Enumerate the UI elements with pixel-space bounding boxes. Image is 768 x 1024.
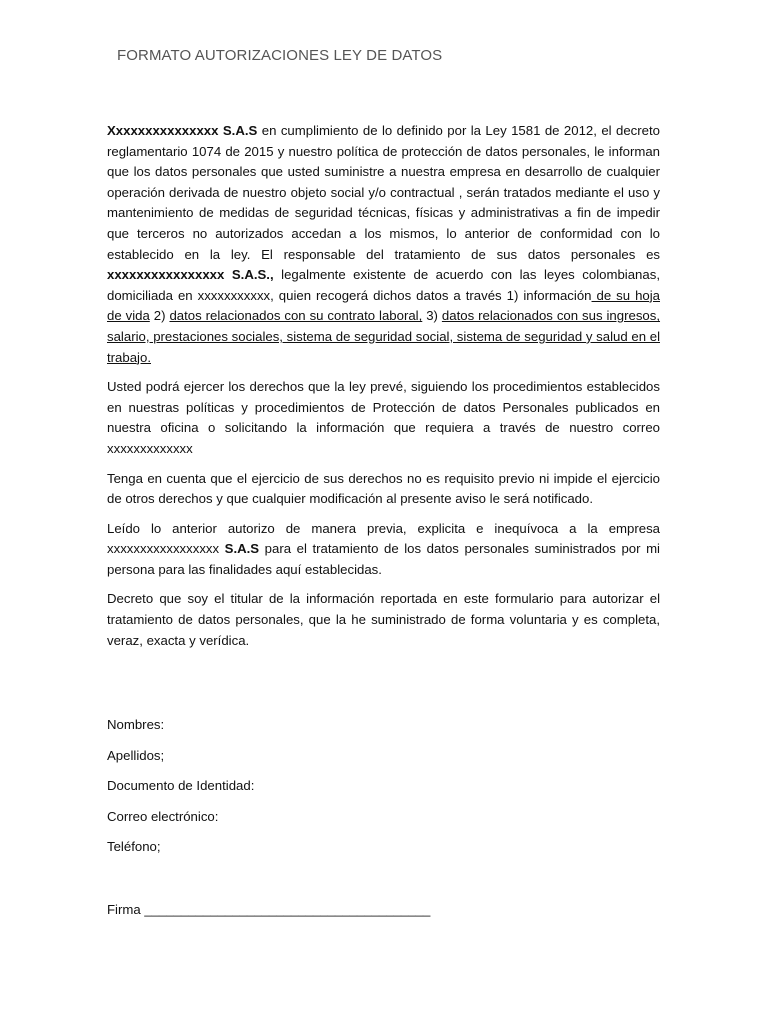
company-suffix: S.A.S [224,541,260,557]
field-telefono[interactable]: Teléfono; [107,839,161,854]
paragraph-authorization [107,519,660,581]
paragraph-text: 3) [422,308,442,324]
underlined-item-cv: de su hoja de vida [107,287,660,324]
responsible-name: xxxxxxxxxxxxxxxx S.A.S., [107,267,274,283]
paragraph-data-treatment [107,121,660,368]
paragraph-text: legalmente existente de acuerdo con las leyes colombianas, domiciliada en xxxxxxxxxxx, quien recogerá dichos datos a través 1) información [107,267,660,303]
paragraph-declaration: Decreto que soy el titular de la información reportada en este formulario para autorizar el tratamiento de datos personales, que la he suministrado de forma voluntaria y es completa, veraz, exacta y verídica. [107,591,660,648]
paragraph-text: para el tratamiento de los datos personales suministrados por mi persona para las finalidades aquí establecidas. [107,541,660,577]
paragraph-notice: Tenga en cuenta que el ejercicio de sus derechos no es requisito previo ni impide el ejercicio de otros derechos y que cualquier modificación al presente aviso le será notificado. [107,470,660,507]
underlined-item-income: datos relacionados con sus ingresos, salario, prestaciones sociales, sistema de seguridad social, sistema de seguridad y salud en el trabajo. [107,308,661,365]
field-documento-identidad[interactable]: Documento de Identidad: [107,778,255,793]
field-correo-electronico[interactable]: Correo electrónico: [107,808,219,824]
field-nombres[interactable]: Nombres: [107,717,165,732]
field-apellidos[interactable]: Apellidos; [107,747,165,763]
signature-line[interactable]: Firma _______________________________________ [107,902,431,917]
paragraph-rights: Usted podrá ejercer los derechos que la ley prevé, siguiendo los procedimientos establecidos en nuestras políticas y procedimientos de Protección de datos Personales publicados en nuestra oficina o solicitando la información que requiera a través de nuestro correo xxxxxxxxxxxxx [107,379,660,456]
underlined-item-contract: datos relacionados con su contrato laboral, [169,308,423,324]
document-body [107,121,660,660]
paragraph-text: 2) [149,308,170,324]
paragraph-text: Leído lo anterior autorizo de manera previa, explicita e inequívoca a la empresa xxxxxxxxxxxxxxxxx [107,520,660,557]
paragraph-text: en cumplimiento de lo definido por la Ley 1581 de 2012, el decreto reglamentario 1074 de 2015 y nuestro política de protección de datos personales, le informan que los datos personales que usted suministre a nuestra empresa en desarrollo de cualquier operación derivada de nuestro objeto social y/o contractual , serán tratados mediante el uso y mantenimiento de medidas de seguridad técnicas, físicas y administrativas a fin de impedir que terceros no autorizados accedan a los mismos, lo anterior de conformidad con lo establecido en la ley. El responsable del tratamiento de sus datos personales es [107,123,660,262]
company-name: Xxxxxxxxxxxxxxx S.A.S [107,123,258,138]
document-title: FORMATO AUTORIZACIONES LEY DE DATOS [117,47,443,64]
form-fields [107,715,607,868]
